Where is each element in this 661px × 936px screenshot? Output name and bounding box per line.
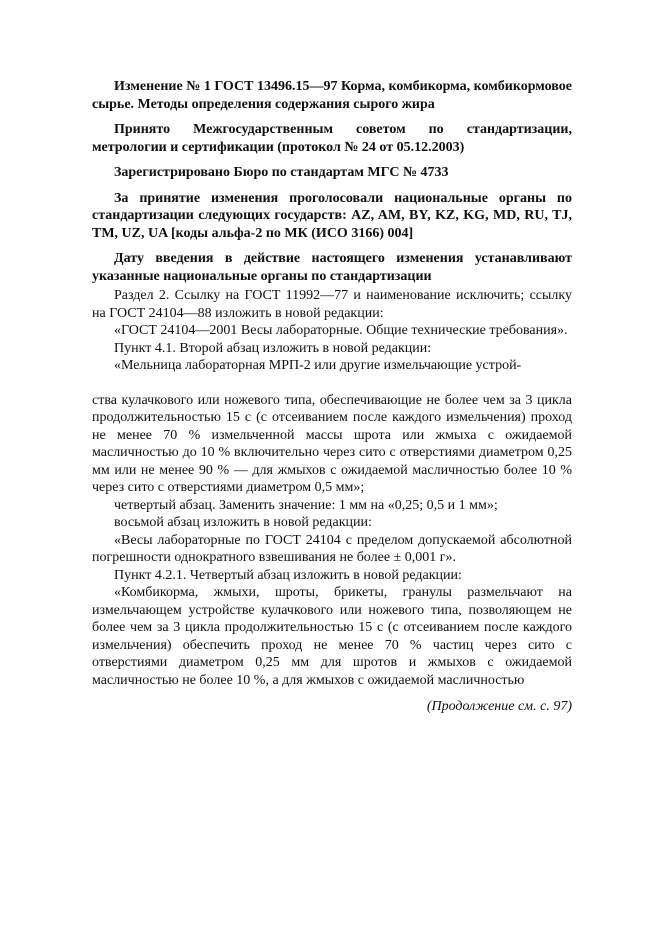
feed-grinding-paragraph: «Комбикорма, жмыхи, шроты, брикеты, гранулы размельчают на измельчающем устройстве кулачкового или ножевого типа, позволяющем не более чем за 3 цикла продолжительностью 15 с (с отсеиванием после каждого измельчения) обеспечить проход не менее 70 % частиц через сито с отверстиями диаметром 0,25 мм для шротов и жмыхов с ожидаемой масличностью не более 10 %, а для жмыхов с ожидаемой масличностью bbox=[92, 585, 572, 688]
scales-paragraph: «Весы лабораторные по ГОСТ 24104 с пределом допускаемой абсолютной погрешности однократного взвешивания не более ± 0,001 г». bbox=[92, 532, 572, 565]
document-page bbox=[92, 78, 572, 716]
adopted-statement: Принято Межгосударственным советом по стандартизации, метрологии и сертификации (протокол № 24 от 05.12.2003) bbox=[92, 122, 572, 155]
continuation-note: (Продолжение см. с. 97) bbox=[426, 699, 572, 714]
mill-paragraph-continued: ства кулачкового или ножевого типа, обеспечивающие не более чем за 3 цикла продолжительностью 15 с (с отсеиванием после каждого измельчения) проход не менее 70 % измельченной массы шрота или жмыха с ожидаемой масличностью до 10 % включительно через сито с отверстиями диаметром 0,25 мм или не менее 90 % — для жмыхов с ожидаемой масличностью более 10 % через сито с отверстиями диаметром 0,5 мм»; bbox=[92, 392, 572, 495]
item-4-2-1-paragraph: Пункт 4.2.1. Четвертый абзац изложить в новой редакции: bbox=[114, 567, 462, 583]
mill-paragraph-start: «Мельница лабораторная МРП-2 или другие измельчающие устрой- bbox=[114, 358, 522, 373]
section-2-paragraph: Раздел 2. Ссылку на ГОСТ 11992—77 и наименование исключить; ссылку на ГОСТ 24104—88 изложить в новой редакции: bbox=[92, 288, 572, 321]
page-break-gap bbox=[92, 375, 572, 392]
item-4-1-paragraph: Пункт 4.1. Второй абзац изложить в новой редакции: bbox=[114, 340, 432, 356]
gost-24104-reference: «ГОСТ 24104—2001 Весы лабораторные. Общие технические требования». bbox=[114, 323, 568, 338]
voting-statement: За принятие изменения проголосовали национальные органы по стандартизации следующих государств: AZ, AM, BY, KZ, KG, MD, RU, TJ, TM, UZ, UA [коды альфа-2 по МК (ИСО 3166) 004] bbox=[92, 190, 572, 241]
registration-statement: Зарегистрировано Бюро по стандартам МГС № 4733 bbox=[114, 165, 449, 180]
amendment-title: Изменение № 1 ГОСТ 13496.15—97 Корма, комбикорма, комбикормовое сырье. Методы определения содержания сырого жира bbox=[92, 79, 572, 112]
eighth-paragraph-note: восьмой абзац изложить в новой редакции: bbox=[114, 515, 372, 530]
effective-date-statement: Дату введения в действие настоящего изменения устанавливают указанные национальные органы по стандартизации bbox=[92, 251, 572, 284]
fourth-paragraph-note: четвертый абзац. Заменить значение: 1 мм на «0,25; 0,5 и 1 мм»; bbox=[114, 497, 498, 513]
